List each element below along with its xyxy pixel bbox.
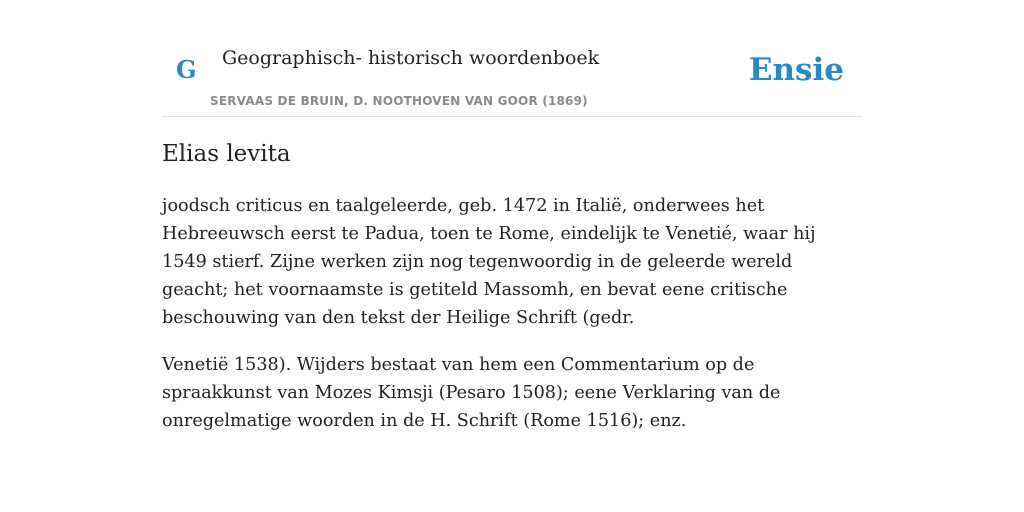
- entry-paragraph: joodsch criticus en taalgeleerde, geb. 1472 in Italië, onderwees het Hebreeuwsch eerst te Padua, toen te Rome, eindelijk te Venetié, waar hij 1549 stierf. Zijne werken zijn nog tegenwoordig in de geleerde wereld geacht; het voornaamste is getiteld Massomh, en bevat eene critische beschouwing van den tekst der Heilige Schrift (gedr.: [162, 196, 816, 328]
- entry-title: Elias levita: [162, 141, 291, 167]
- ensie-logo-link[interactable]: Ensie: [748, 52, 844, 88]
- book-letter-icon[interactable]: G: [176, 55, 197, 84]
- book-title-link[interactable]: Geographisch- historisch woordenboek: [222, 47, 600, 69]
- book-header: [162, 0, 862, 117]
- entry-body: [162, 192, 862, 454]
- page: [162, 0, 862, 512]
- book-authors: SERVAAS DE BRUIN, D. NOOTHOVEN VAN GOOR (1869): [210, 94, 588, 108]
- entry-paragraph: Venetië 1538). Wijders bestaat van hem een Commentarium op de spraakkunst van Mozes Kimsji (Pesaro 1508); eene Verklaring van de onregelmatige woorden in de H. Schrift (Rome 1516); enz.: [162, 355, 781, 431]
